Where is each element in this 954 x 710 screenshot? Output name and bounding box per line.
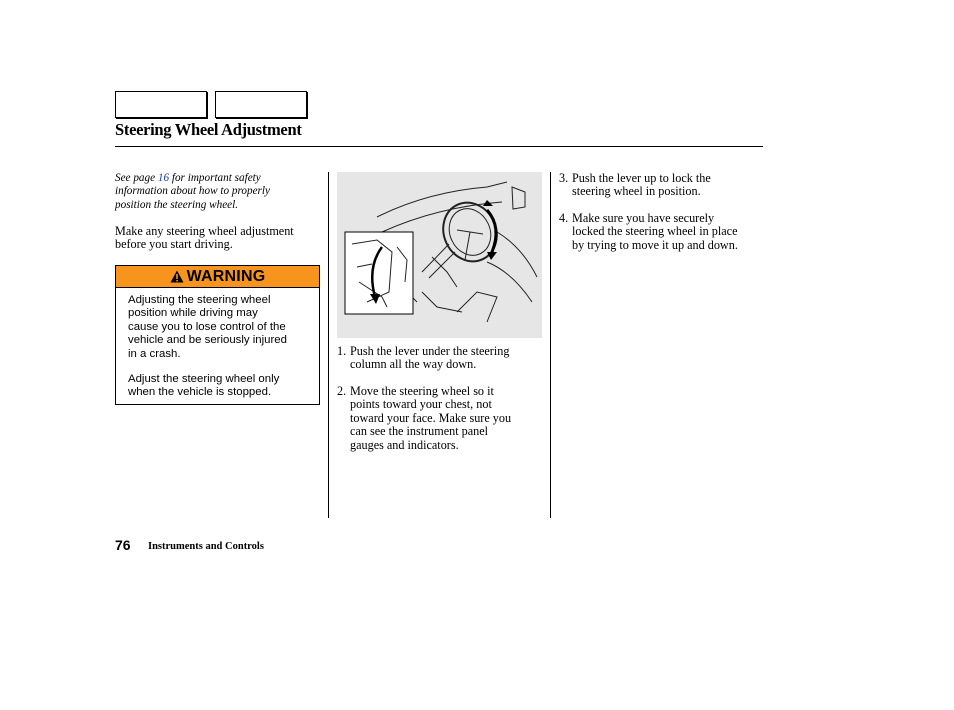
column-divider (550, 172, 551, 518)
step-item: 2. Move the steering wheel so it points toward your chest, not toward your face. Make sure you can see the instrument panel gauges and indicators. (337, 384, 512, 452)
page-title: Steering Wheel Adjustment (115, 120, 302, 139)
warning-header: WARNING (116, 266, 319, 288)
section-name: Instruments and Controls (148, 541, 264, 552)
steering-figure (337, 172, 542, 338)
steering-wheel-lever-illustration (337, 172, 542, 338)
warning-body: Adjusting the steering wheel position while driving may cause you to lose control of the vehicle and be seriously injured in a crash. Adjust the steering wheel only when the vehicle is stopped. (128, 294, 287, 399)
step-item: 1. Push the lever under the steering column all the way down. (337, 344, 510, 372)
page-number: 76 (115, 537, 131, 553)
intro-text: Make any steering wheel adjustment before you start driving. (115, 224, 294, 252)
nav-button-next[interactable] (215, 91, 307, 118)
step-item: 4. Make sure you have securely locked the steering wheel in place by trying to move it up and down. (559, 211, 738, 252)
safety-note: See page 16 for important safety information about how to properly position the steering wheel. (115, 172, 270, 211)
nav-button-previous[interactable] (115, 91, 207, 118)
warning-triangle-icon (170, 270, 184, 283)
step-item: 3. Push the lever up to lock the steering wheel in position. (559, 171, 711, 199)
column-divider (328, 172, 329, 518)
page-link[interactable]: 16 (157, 172, 170, 184)
title-divider (115, 146, 763, 147)
warning-box (115, 265, 320, 405)
